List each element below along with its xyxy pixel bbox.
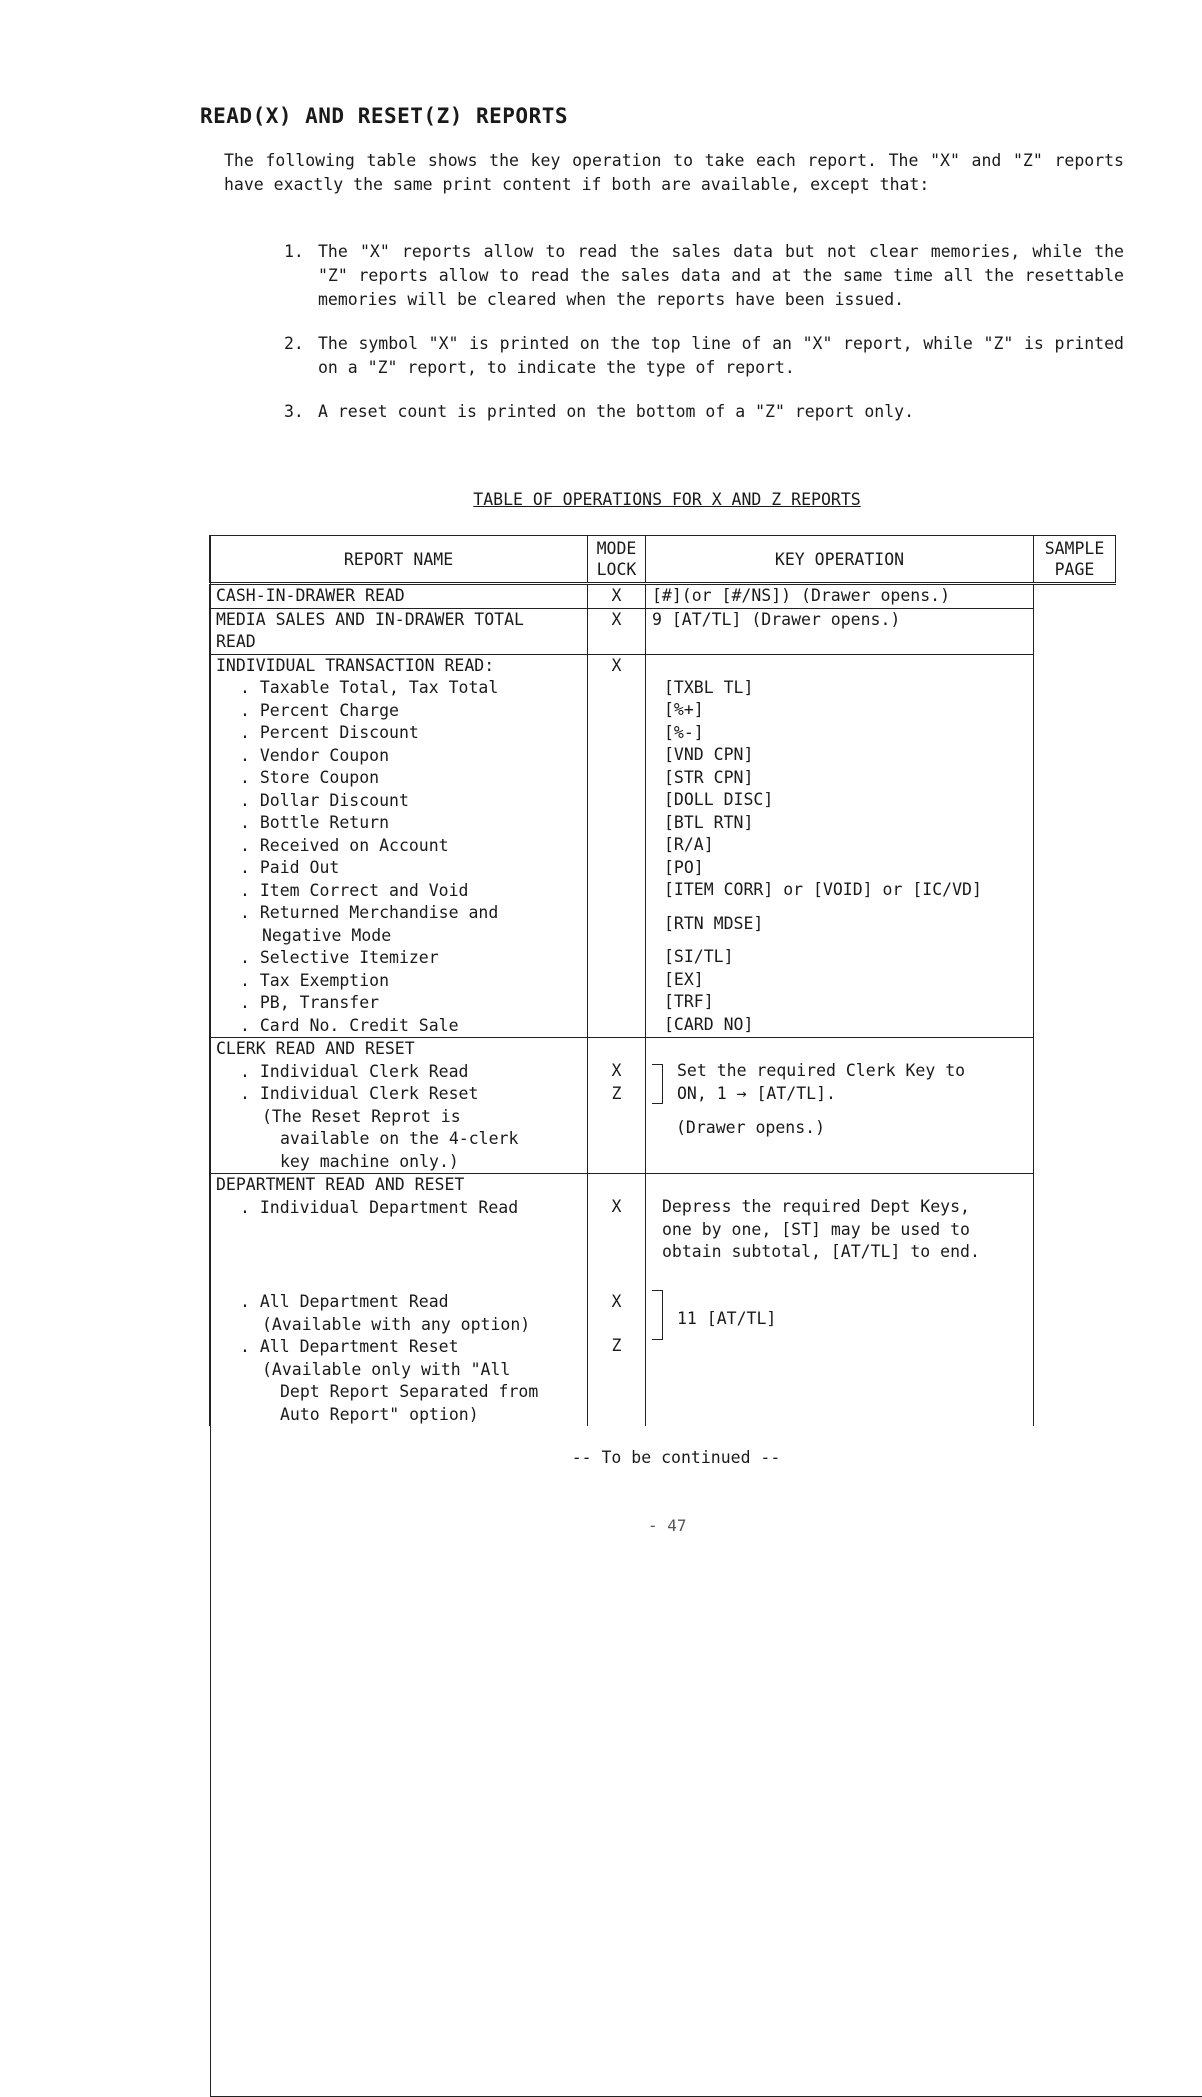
item-name: . Percent Charge <box>216 700 581 723</box>
key-label: [CARD NO] <box>664 1014 1027 1037</box>
item-name: . Item Correct and Void <box>216 880 581 903</box>
page-value <box>217 558 1202 581</box>
mode-value: X <box>594 1291 639 1314</box>
item-name: . Selective Itemizer <box>216 947 581 970</box>
item-name: . Store Coupon <box>216 767 581 790</box>
header-mode-lock-line1: MODE <box>597 539 637 558</box>
section-title: INDIVIDUAL TRANSACTION READ: <box>216 655 581 678</box>
header-report-name: REPORT NAME <box>210 536 588 584</box>
key-label: [RTN MDSE] <box>664 902 1027 947</box>
item-note: (The Reset Reprot is <box>216 1106 581 1129</box>
key-label: [%+] <box>664 699 1027 722</box>
mode-lock: X <box>588 654 646 1038</box>
key-text: obtain subtotal, [AT/TL] to end. <box>662 1241 1027 1264</box>
report-name-line2: READ <box>216 631 581 654</box>
item-name: . All Department Reset <box>216 1336 581 1359</box>
section-title: DEPARTMENT READ AND RESET <box>216 1174 581 1197</box>
key-text: Depress the required Dept Keys, <box>662 1196 1027 1219</box>
key-label: [R/A] <box>664 834 1027 857</box>
key-label: [SI/TL] <box>664 946 1027 969</box>
key-operation: 9 [AT/TL] (Drawer opens.) <box>646 608 1034 654</box>
item-name: . Vendor Coupon <box>216 745 581 768</box>
item-name: . Bottle Return <box>216 812 581 835</box>
item-name: . Dollar Discount <box>216 790 581 813</box>
item-name: . Percent Discount <box>216 722 581 745</box>
item-name: . Individual Clerk Read <box>216 1061 581 1084</box>
list-number: 1. <box>284 240 318 312</box>
item-name: . Card No. Credit Sale <box>216 1015 581 1038</box>
item-note: key machine only.) <box>216 1151 581 1174</box>
key-label: [VND CPN] <box>664 744 1027 767</box>
page-value <box>217 672 1202 695</box>
key-text: (Drawer opens.) <box>652 1105 1027 1140</box>
report-name: CASH-IN-DRAWER READ <box>210 584 588 609</box>
key-text: 11 [AT/TL] <box>677 1290 776 1340</box>
key-operation: [#](or [#/NS]) (Drawer opens.) <box>646 584 1034 609</box>
key-text: one by one, [ST] may be used to <box>662 1219 1027 1242</box>
header-key-operation: KEY OPERATION <box>646 536 1034 584</box>
header-mode-lock-line2: LOCK <box>597 560 637 579</box>
list-item <box>284 240 1124 312</box>
key-label: [ITEM CORR] or [VOID] or [IC/VD] <box>664 879 1027 902</box>
key-label: [BTL RTN] <box>664 812 1027 835</box>
item-name-continued: Negative Mode <box>216 925 581 948</box>
table-row <box>210 1174 1116 1427</box>
key-text: ON, 1 → [AT/TL]. <box>677 1083 965 1106</box>
key-label: [STR CPN] <box>664 767 1027 790</box>
item-name: . Individual Department Read <box>216 1197 581 1220</box>
key-label: [EX] <box>664 969 1027 992</box>
key-label: [PO] <box>664 857 1027 880</box>
list-number: 3. <box>284 400 318 424</box>
header-sample-page-line2: PAGE <box>1055 560 1095 579</box>
mode-lock: X <box>588 584 646 609</box>
key-text: Set the required Clerk Key to <box>677 1060 965 1083</box>
item-note: Dept Report Separated from <box>216 1381 581 1404</box>
key-label: [DOLL DISC] <box>664 789 1027 812</box>
section-title: CLERK READ AND RESET <box>216 1038 581 1061</box>
item-note: Auto Report" option) <box>216 1404 581 1427</box>
key-label: [TXBL TL] <box>664 677 1027 700</box>
report-name-line1: MEDIA SALES AND IN-DRAWER TOTAL <box>216 609 581 632</box>
item-name: . PB, Transfer <box>216 992 581 1015</box>
item-note: (Available with any option) <box>216 1314 581 1337</box>
list-text: The symbol "X" is printed on the top line of an "X" report, while "Z" is printed on a "Z" report, to indicate the type of report. <box>318 332 1124 380</box>
mode-value: Z <box>594 1335 639 1358</box>
list-number: 2. <box>284 332 318 380</box>
operations-table <box>209 535 1116 1426</box>
key-label: [TRF] <box>664 991 1027 1014</box>
list-item <box>284 400 1124 424</box>
mode-value: X <box>594 1060 639 1083</box>
item-name: . Paid Out <box>216 857 581 880</box>
key-label: [%-] <box>664 722 1027 745</box>
continued-note: -- To be continued -- <box>0 1448 1202 1467</box>
page-title: READ(X) AND RESET(Z) REPORTS <box>200 104 568 128</box>
item-name: . Tax Exemption <box>216 970 581 993</box>
mode-value: X <box>594 1196 639 1219</box>
sample-page <box>210 536 1202 2096</box>
table-title: TABLE OF OPERATIONS FOR X AND Z REPORTS <box>0 490 1202 509</box>
conditions-list <box>284 240 1124 444</box>
item-note: available on the 4-clerk <box>216 1128 581 1151</box>
list-item <box>284 332 1124 380</box>
mode-value: Z <box>594 1083 639 1106</box>
item-name: . Returned Merchandise and <box>216 902 581 925</box>
page-number: - 47 <box>648 1516 687 1535</box>
list-text: A reset count is printed on the bottom of a "Z" report only. <box>318 400 1124 424</box>
item-note: (Available only with "All <box>216 1359 581 1382</box>
intro-paragraph: The following table shows the key operation to take each report. The "X" and "Z" reports have exactly the same print content if both are available, except that: <box>224 149 1124 197</box>
item-name: . Individual Clerk Reset <box>216 1083 581 1106</box>
header-sample-page-line1: SAMPLE <box>1045 539 1105 558</box>
mode-lock: X <box>588 608 646 654</box>
item-name: . Received on Account <box>216 835 581 858</box>
list-text: The "X" reports allow to read the sales data but not clear memories, while the "Z" reports allow to read the sales data and at the same time all the resettable memories will be cleared when the reports have been issued. <box>318 240 1124 312</box>
item-name: . All Department Read <box>216 1291 581 1314</box>
item-name: . Taxable Total, Tax Total <box>216 677 581 700</box>
